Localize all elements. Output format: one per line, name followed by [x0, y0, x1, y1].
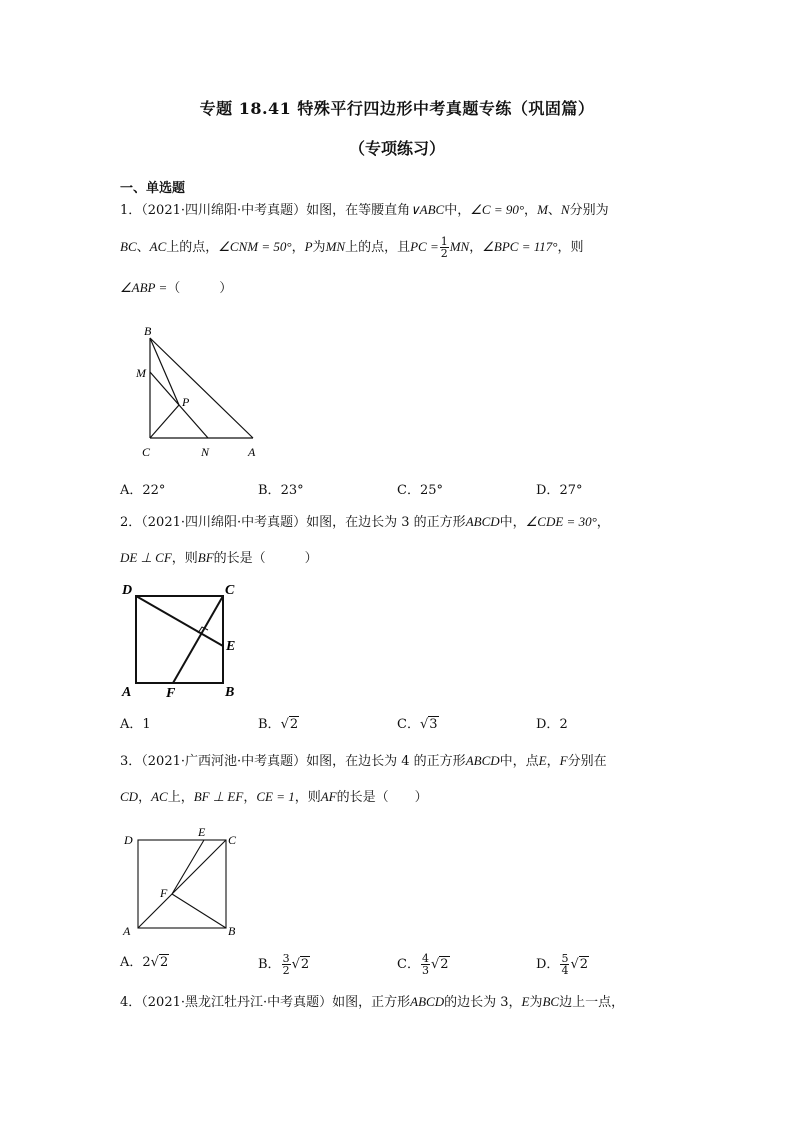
q1-label-p: P	[182, 395, 190, 409]
q3-option-b[interactable]	[258, 953, 310, 976]
frac-num: 4	[421, 952, 429, 965]
q4-text: 为	[529, 995, 543, 1010]
q3-option-a[interactable]	[120, 953, 169, 973]
q4-text: 的边长为 3，	[444, 995, 522, 1010]
q1-option-a[interactable]	[120, 481, 165, 501]
q2-label-b: B	[225, 685, 235, 700]
q3-label-b: B	[228, 924, 236, 938]
radicand: 3	[429, 717, 438, 732]
q3-text: ，	[546, 754, 560, 769]
q2-option-a[interactable]	[120, 715, 151, 735]
q3-number: 3．	[120, 754, 142, 769]
frac-den: 3	[421, 964, 429, 977]
q2-option-b[interactable]	[258, 715, 299, 735]
q1-point-n: N	[560, 202, 570, 217]
q2-number: 2．	[120, 515, 142, 530]
q3-perp: BF ⊥ EF	[193, 789, 244, 804]
q3-text: 分别在	[567, 754, 607, 769]
q1-label-b: B	[144, 324, 152, 338]
option-letter: C．	[397, 957, 420, 972]
q3-square: ABCD	[465, 753, 500, 768]
q1-figure	[130, 322, 270, 462]
q1-label-n: N	[201, 445, 210, 459]
q2-line-1	[120, 512, 610, 533]
q4-point-e: E	[521, 994, 530, 1009]
q2-figure	[118, 578, 248, 703]
q1-angle-c: ∠C = 90°	[470, 202, 525, 217]
option-letter: A．	[120, 483, 143, 498]
q1-label-m: M	[136, 366, 146, 380]
q1-text: 、	[547, 203, 561, 218]
q1-text: 上的点，	[166, 240, 219, 255]
radicand: 2	[579, 957, 589, 972]
q3-text: 的长是（ ）	[336, 790, 428, 805]
q3-text: ，	[138, 790, 152, 805]
q2-text: 如图，在边长为 3 的正方形	[306, 515, 466, 530]
q4-text: 如图，正方形	[332, 995, 411, 1010]
q2-text: ，则	[171, 551, 198, 566]
q1-text: 为	[312, 240, 326, 255]
q1-angle-abp: ∠ABP =	[120, 280, 168, 295]
doc-subtitle: （专项练习）	[348, 139, 445, 158]
q1-option-d[interactable]	[536, 481, 582, 501]
q2-text: 的长是（ ）	[213, 551, 318, 566]
option-value: 22°	[142, 483, 166, 498]
q1-angle-bpc: ∠BPC = 117°	[482, 239, 558, 254]
fraction	[282, 953, 291, 976]
q3-figure	[118, 822, 248, 944]
option-value: 25°	[419, 483, 443, 498]
option-value: 2	[559, 717, 568, 732]
q3-ce: CE = 1	[256, 789, 295, 804]
q3-label-d: D	[124, 833, 133, 847]
q4-seg-bc: BC	[542, 994, 560, 1009]
q1-text: 、	[136, 240, 150, 255]
q1-label-c: C	[142, 445, 151, 459]
q3-text: 中，点	[499, 754, 539, 769]
q3-text: 如图，在边长为 4 的正方形	[306, 754, 466, 769]
q1-frac-den: 2	[440, 247, 448, 260]
radicand: 2	[300, 957, 310, 972]
q4-square: ABCD	[410, 994, 445, 1009]
q1-answer-blank: （ ）	[167, 281, 233, 296]
q1-point-p: P	[304, 239, 313, 254]
q2-seg-bf: BF	[197, 550, 214, 565]
fraction	[421, 953, 430, 976]
q1-seg-mn-2: MN	[449, 239, 470, 254]
option-letter: C．	[397, 483, 420, 498]
sqrt-icon: √2	[150, 955, 169, 970]
q3-line-1	[120, 751, 607, 772]
q3-text: ，	[243, 790, 257, 805]
option-value: 23°	[280, 483, 304, 498]
q2-square: ABCD	[465, 514, 500, 529]
q3-seg-ac: AC	[151, 789, 168, 804]
q3-option-c[interactable]	[397, 953, 450, 976]
option-letter: D．	[536, 717, 560, 732]
q1-pc-eq: PC =	[410, 239, 439, 254]
option-letter: D．	[536, 957, 560, 972]
q1-seg-bc: BC	[120, 239, 137, 254]
q3-line-2	[120, 787, 428, 808]
fraction	[560, 953, 569, 976]
option-letter: B．	[258, 957, 281, 972]
q2-source: （2021·四川绵阳·中考真题）	[141, 515, 307, 530]
option-letter: A．	[120, 955, 143, 970]
section-heading: 一、单选题	[120, 181, 186, 196]
q4-line-1	[120, 992, 624, 1013]
sqrt-icon: √2	[280, 717, 299, 732]
q3-label-e: E	[198, 825, 206, 839]
q4-number: 4．	[120, 995, 142, 1010]
q2-text: ，	[596, 515, 610, 530]
q1-number: 1．	[120, 203, 142, 218]
q1-frac-num: 1	[440, 235, 448, 248]
q3-source: （2021·广西河池·中考真题）	[141, 754, 307, 769]
q3-label-c: C	[228, 833, 237, 847]
q2-text: 中，	[499, 515, 526, 530]
q1-fraction	[440, 236, 449, 259]
q2-label-a: A	[122, 685, 132, 700]
q1-text: 中，	[444, 203, 471, 218]
q1-text: ，	[469, 240, 483, 255]
q3-seg-cd: CD	[120, 789, 139, 804]
q3-text: 上，	[167, 790, 194, 805]
frac-den: 2	[282, 964, 290, 977]
frac-num: 5	[561, 952, 569, 965]
q2-angle-cde: ∠CDE = 30°	[525, 514, 597, 529]
q2-option-d[interactable]	[536, 715, 568, 735]
sqrt-icon: √2	[570, 957, 589, 972]
sqrt-icon: √2	[430, 957, 449, 972]
q1-label-a: A	[248, 445, 256, 459]
coefficient: 2	[142, 955, 151, 970]
option-value: 1	[142, 717, 151, 732]
q1-text: 上的点，且	[345, 240, 411, 255]
q3-option-d[interactable]	[536, 953, 589, 976]
q3-seg-af: AF	[320, 789, 337, 804]
q1-text: 如图，在等腰直角	[306, 203, 411, 218]
q3-point-f: F	[559, 753, 568, 768]
q1-triangle: ∨ABC	[410, 202, 445, 217]
radicand: 2	[159, 955, 169, 970]
q1-text: ，	[291, 240, 305, 255]
option-letter: D．	[536, 483, 560, 498]
option-letter: B．	[258, 717, 281, 732]
q1-option-c[interactable]	[397, 481, 443, 501]
q2-label-c: C	[225, 583, 235, 598]
q1-seg-ac: AC	[149, 239, 167, 254]
q3-text: ，则	[294, 790, 321, 805]
radicand: 2	[440, 957, 449, 972]
q2-label-e: E	[226, 639, 236, 654]
option-letter: B．	[258, 483, 281, 498]
q2-label-f: F	[166, 686, 176, 701]
doc-title: 专题 18.41 特殊平行四边形中考真题专练（巩固篇）	[199, 99, 595, 118]
q2-option-c[interactable]	[397, 715, 439, 735]
q2-perp: DE ⊥ CF	[120, 550, 172, 565]
q1-option-b[interactable]	[258, 481, 304, 501]
q1-seg-mn: MN	[325, 239, 346, 254]
q4-text: 边上一点，	[559, 995, 625, 1010]
frac-den: 4	[561, 964, 569, 977]
radicand: 2	[289, 717, 299, 732]
q3-label-a: A	[123, 924, 131, 938]
q1-point-m: M	[537, 202, 548, 217]
sqrt-icon: √3	[419, 717, 438, 732]
frac-num: 3	[282, 952, 290, 965]
q1-line-3	[120, 278, 232, 299]
sqrt-icon: √2	[291, 957, 310, 972]
q3-point-e: E	[538, 753, 547, 768]
q3-label-f: F	[160, 886, 168, 900]
option-value: 27°	[559, 483, 583, 498]
q2-line-2	[120, 548, 318, 569]
q1-line-2	[120, 236, 583, 259]
option-letter: A．	[120, 717, 143, 732]
q2-label-d: D	[122, 583, 133, 598]
q1-text: ，则	[557, 240, 584, 255]
q1-text: 分别为	[569, 203, 609, 218]
q1-angle-cnm: ∠CNM = 50°	[218, 239, 292, 254]
q1-line-1	[120, 200, 609, 221]
q1-text: ，	[524, 203, 538, 218]
q1-source: （2021·四川绵阳·中考真题）	[141, 203, 307, 218]
option-letter: C．	[397, 717, 420, 732]
q4-source: （2021·黑龙江牡丹江·中考真题）	[141, 995, 333, 1010]
